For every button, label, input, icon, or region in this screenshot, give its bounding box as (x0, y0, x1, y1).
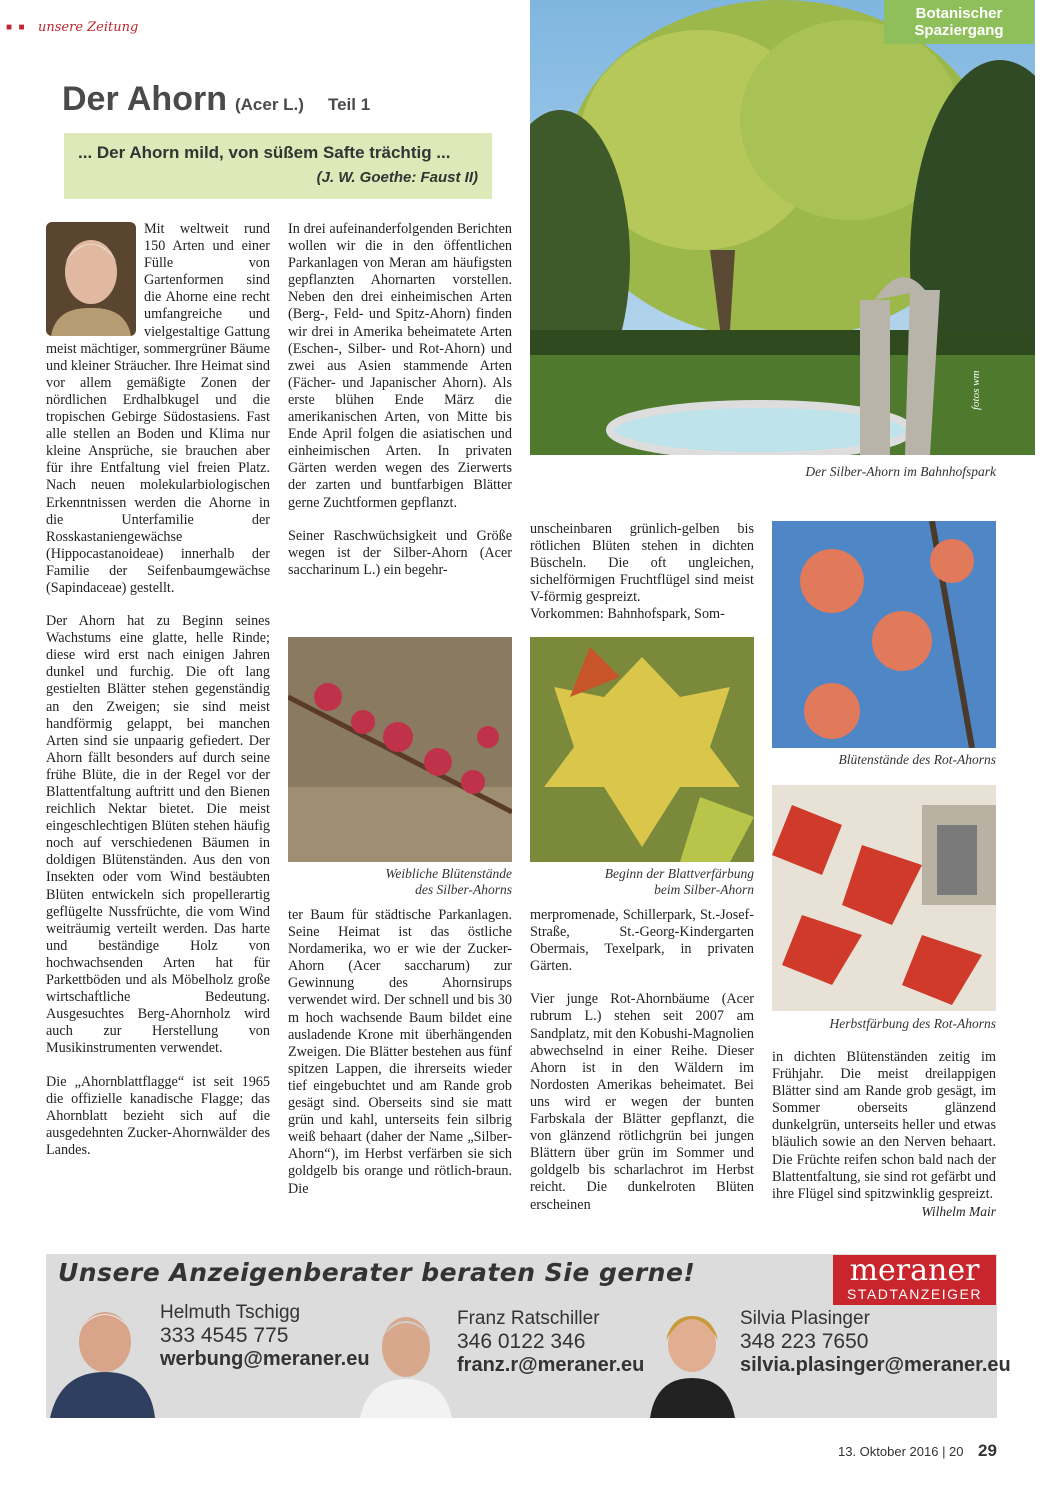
main-photo (530, 0, 1035, 455)
agent-1-avatar-icon (50, 1300, 155, 1418)
section-badge (884, 0, 1034, 44)
agent-photo-2 (360, 1305, 452, 1418)
agent-1 (160, 1302, 370, 1371)
col3-vorkommen: Vorkommen: Bahnhofspark, Som- (530, 606, 725, 623)
caption-red-flowers: Blütenstände des Rot-Ahorns (838, 752, 996, 767)
leaf-photo-icon (530, 637, 754, 862)
agent-2-name: Franz Ratschiller (457, 1308, 600, 1329)
logo-line2: STADTANZEIGER (847, 1286, 982, 1302)
agent-3-phone: 348 223 7650 (740, 1330, 869, 1353)
column-3-bottom (530, 907, 754, 1230)
caption-female-line2: des Silber-Ahorns (415, 882, 512, 897)
page-number: 29 (978, 1441, 997, 1460)
caption-female-flowers (288, 866, 512, 898)
photo-red-flowers (772, 521, 996, 748)
agent-2-email[interactable]: franz.r@meraner.eu (457, 1354, 645, 1376)
logo-line1: meraner (849, 1253, 980, 1288)
quote-box (64, 133, 492, 199)
agent-2-phone: 346 0122 346 (457, 1330, 586, 1353)
caption-leaf-coloring (530, 866, 754, 898)
photo-red-autumn (772, 785, 996, 1011)
caption-red-autumn: Herbstfärbung des Rot-Ahorns (829, 1016, 996, 1031)
column-3-top (530, 521, 754, 640)
caption-leaf-line2: beim Silber-Ahorn (654, 882, 754, 897)
meraner-logo (833, 1255, 996, 1305)
photo-credit: fotos wm (970, 370, 982, 410)
author-name: Wilhelm Mair (921, 1203, 996, 1219)
caption-main-photo: Der Silber-Ahorn im Bahnhofspark (805, 464, 996, 479)
agent-3-email[interactable]: silvia.plasinger@meraner.eu (740, 1354, 1011, 1376)
flower-photo-icon (288, 637, 512, 862)
title-latin: (Acer L.) (234, 95, 304, 114)
red-flower-photo-icon (772, 521, 996, 748)
agent-2-avatar-icon (360, 1305, 452, 1418)
photo-female-flowers (288, 637, 512, 862)
agent-2 (457, 1308, 644, 1377)
quote-source: (J. W. Goethe: Faust II) (316, 169, 478, 186)
agent-3-avatar-icon (650, 1300, 735, 1418)
agent-1-email[interactable]: werbung@meraner.eu (160, 1348, 370, 1370)
tree-photo-icon (530, 0, 1035, 455)
section-line2: Spaziergang (914, 22, 1004, 39)
col4-paragraph-1: in dichten Blütenständen zeitig im Frühjahr. Die meist dreilappigen Blätter sind am Rande grob gesägt, im Sommer oberseits glänzend dunkelgrün, unterseits heller und etwas bläulich sowie an den Nerven behaart. Die Früchte reifen schon bald nach der Blattentfaltung, sie sind rot gefärbt und ihre Flügel sind spitzwinklig gespreizt. (772, 1049, 996, 1202)
column-2-top (288, 221, 512, 595)
title-part: Teil 1 (327, 95, 371, 114)
agent-photo-1 (50, 1300, 155, 1418)
brand-name: unsere Zeitung (38, 20, 139, 35)
agent-1-phone: 333 4545 775 (160, 1324, 289, 1347)
photo-leaf-coloring (530, 637, 754, 862)
caption-female-line1: Weibliche Blütenstände (385, 866, 512, 881)
col2-paragraph-1: In drei aufeinanderfolgenden Berichten wollen wir die in den öffentlichen Parkanlagen von Meran am häufigsten gepflanzten Ahornarten vorstellen. Neben den drei einheimischen Arten (Berg-, Feld- und Spitz-Ahorn) finden wir drei in Amerika beheimatete Arten (Eschen-, Silber- und Rot-Ahorn) und zwei aus Asien stammende Arten (Fächer- und Japanischer Ahorn). Als erste blühen Ende März die amerikanischen Arten, von Mitte bis Ende April folgen die asiatischen und einheimischen Arten. In privaten Gärten werden wegen des Zierwerts der zarten und buntfarbigen Blätter gerne Zuchtformen gepflanzt. (288, 221, 512, 511)
column-4 (772, 1049, 996, 1220)
col3-paragraph-3: Vier junge Rot-Ahornbäume (Acer rubrum L.) stehen seit 2007 am Sandplatz, mit den Kobushi-Magnolien abwechselnd in einer Reihe. Dieser Ahorn ist in den Wäldern im Nordosten Amerikas beheimatet. Bei uns wird er wegen der bunten Farbskala der Blätter gepflanzt, die von glänzend rötlichgrün bei jungen Blättern über grün im Sommer und goldgelb bis scharlachrot im Herbst reicht. Die dunkelroten Blüten erscheinen (530, 991, 754, 1213)
article-title (62, 80, 370, 119)
ad-headline: Unsere Anzeigenberater beraten Sie gerne! (58, 1258, 696, 1287)
column-2-bottom (288, 907, 512, 1214)
agent-3 (740, 1308, 1011, 1377)
col2-paragraph-2: Seiner Raschwüchsigkeit und Größe wegen ist der Silber-Ahorn (Acer saccharinum L.) ein begehr- (288, 527, 512, 578)
quote-text: ... Der Ahorn mild, von süßem Safte trächtig ... (78, 143, 451, 162)
section-line1: Botanischer (915, 5, 1003, 22)
title-main: Der Ahorn (62, 80, 227, 118)
column-1 (46, 221, 270, 1175)
header-marks: ■ ■ (6, 22, 27, 33)
caption-leaf-line1: Beginn der Blattverfärbung (604, 866, 754, 881)
col1-paragraph-2: Der Ahorn hat zu Beginn seines Wachstums eine glatte, helle Rinde; diese wird erst nach einigen Jahren dunkel und furchig. Die oft lang gestielten Blätter stehen gegenständig an den Zweigen; sie sind meist handförmig gelappt, bei manchen Arten sind sie unpaarig gefiedert. Der Ahorn fällt besonders auf durch seine frühe Blüte, die in der Regel vor der Blattentfaltung auftritt und den Bienen reichlich Nektar bietet. Die meist eingeschlechtigen Blüten stehen häufig noch auf verschiedenen Bäumen in doldigen Blütenständen. Aus den von Insekten oder vom Wind bestäubten Blüten entwickeln sich propellerartig geflügelte Nussfrüchte, die vom Wind weiträumig verteilt werden. Das harte und beständige Holz von hochwachsenden Arten hat für Parkettböden und als Möbelholz große wirtschaftliche Bedeutung. Ausgesuchtes Berg-Ahornholz wird auch zur Herstellung von Musikinstrumenten verwendet. (46, 613, 270, 1057)
footer-date: 13. Oktober 2016 | 20 (838, 1444, 964, 1459)
col1-paragraph-1: Mit weltweit rund 150 Arten und einer Fülle von Gartenformen sind die Ahorne eine recht umfangreiche und vielgestaltige Gattung meist mächtiger, sommergrüner Bäume und kleiner Sträucher. Ihre Heimat sind vor allem gemäßigte Zonen der nördlichen Erdhalbkugel und die tropischen Gebirge Südostasiens. Fast alle stellen an Boden und Klima nur kleine Ansprüche, sie brauchen aber für ihre Entfaltung viel freien Platz. Nach neuen molekularbiologischen Erkenntnissen werden die Ahorne in die Unterfamilie der Rosskastaniengewächse (Hippocastanoideae) innerhalb der Familie der Seifenbaumgewächse (Sapindaceae) gestellt. (46, 221, 270, 596)
col3-paragraph-2: merpromenade, Schillerpark, St.-Josef-Straße, St.-Georg-Kindergarten Obermais, Texelpark, in privaten Gärten. (530, 907, 754, 975)
agent-1-name: Helmuth Tschigg (160, 1302, 301, 1323)
agent-photo-3 (650, 1300, 735, 1418)
col3-paragraph-1: unscheinbaren grünlich-gelben bis rötlichen Blüten stehen in dichten Büscheln. Die oft ungleichen, sichelförmigen Fruchtflügel sind meist V-förmig gespreizt. (530, 521, 754, 606)
col1-paragraph-3: Die „Ahornblattflagge“ ist seit 1965 die offizielle kanadische Flagge; das Ahornblatt bezieht sich auf die ausgedehnten Zucker-Ahornwälder des Landes. (46, 1073, 270, 1158)
agent-3-name: Silvia Plasinger (740, 1308, 870, 1329)
autumn-photo-icon (772, 785, 996, 1011)
col2-paragraph-3: ter Baum für städtische Parkanlagen. Seine Heimat ist das östliche Nordamerika, wo er wie der Zucker-Ahorn (Acer saccharum) zur Gewinnung des Ahornsirups verwendet wird. Der schnell und bis 30 m hoch wachsende Baum bildet eine ausladende Krone mit überhängenden Zweigen. Die Blätter bestehen aus fünf spitzen Lappen, die ihrerseits wieder tief eingebuchtet und am Rande grob gesägt sind. Oberseits sind sie matt grün und kahl, unterseits fein silbrig weiß behaart (daher der Name „Silber-Ahorn“), im Herbst verfärben sie sich goldgelb bis orange und rötlich-braun. Die (288, 907, 512, 1197)
